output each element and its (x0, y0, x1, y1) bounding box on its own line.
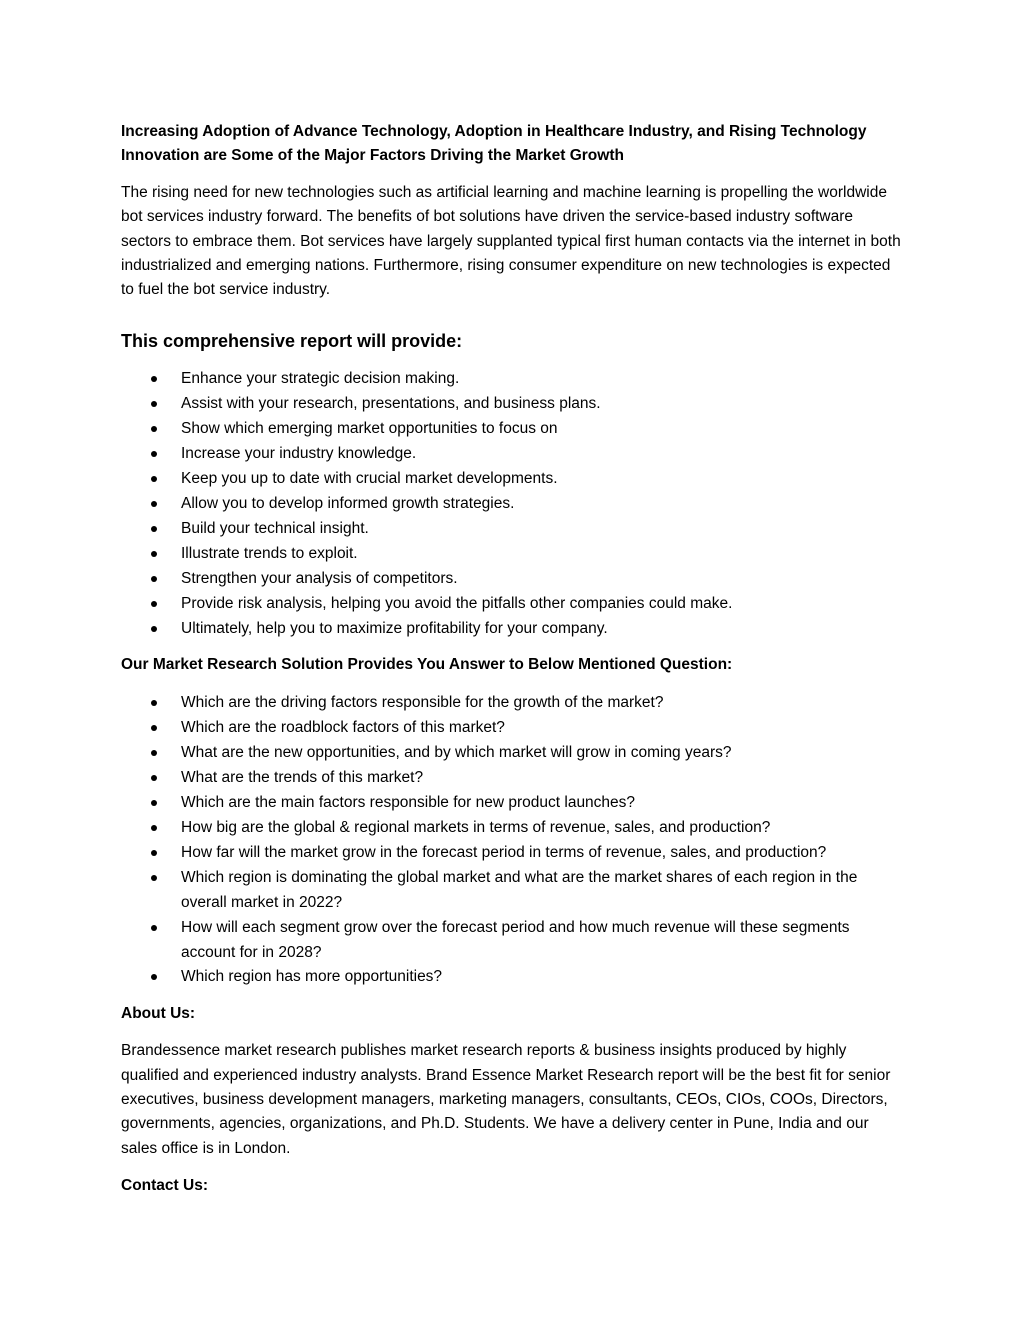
bullet-icon (151, 800, 157, 806)
list-item-text: Which are the driving factors responsible for the growth of the market? (181, 694, 664, 712)
list-item (121, 367, 901, 392)
list-item (121, 791, 901, 816)
list-item (121, 691, 901, 716)
list-item (121, 467, 901, 492)
list-item (121, 816, 901, 841)
bullet-icon (151, 476, 157, 482)
list-item (121, 567, 901, 592)
list-item-text: How big are the global & regional markets in terms of revenue, sales, and production? (181, 818, 771, 836)
list-item (121, 442, 901, 467)
questions-title: Our Market Research Solution Provides You Answer to Below Mentioned Question: (121, 656, 733, 674)
list-item-text: How far will the market grow in the forecast period in terms of revenue, sales, and production? (181, 843, 827, 861)
list-item-text: Which are the roadblock factors of this market? (181, 719, 505, 737)
bullet-icon (151, 850, 157, 856)
list-item (121, 392, 901, 417)
bullet-icon (151, 925, 157, 931)
list-item (121, 916, 901, 966)
report-title: This comprehensive report will provide: (121, 331, 463, 352)
list-item (121, 841, 901, 866)
about-title: About Us: (121, 1005, 196, 1023)
about-paragraph: Brandessence market research publishes market research reports & business insights produced by highly qualified and experienced industry analysts. Brand Essence Market Research report will be the best fit for senior executives, business development managers, marketing managers, consultants, CEOs, CIOs, COOs, Directors, governments, agencies, organizations, and Ph.D. Students. We have a delivery center in Pune, India and our sales office is in London. (121, 1042, 891, 1157)
list-item (121, 542, 901, 567)
bullet-icon (151, 451, 157, 457)
bullet-icon (151, 601, 157, 607)
bullet-icon (151, 626, 157, 632)
document-page (121, 120, 901, 1198)
list-item (121, 716, 901, 741)
list-item (121, 866, 901, 916)
list-item (121, 741, 901, 766)
list-item (121, 592, 901, 617)
list-item-text: Strengthen your analysis of competitors. (181, 569, 458, 587)
bullet-icon (151, 750, 157, 756)
intro-paragraph: The rising need for new technologies such as artificial learning and machine learning is propelling the worldwide bot services industry forward. The benefits of bot solutions have driven the service-based industry software sectors to embrace them. Bot services have largely supplanted typical first human contacts via the internet in both industrialized and emerging nations. Furthermore, rising consumer expenditure on new technologies is expected to fuel the bot service industry. (121, 184, 901, 299)
bullet-icon (151, 526, 157, 532)
bullet-icon (151, 376, 157, 382)
section-heading: Increasing Adoption of Advance Technology, Adoption in Healthcare Industry, and Rising Technology Innovation are Some of the Major Factors Driving the Market Growth (121, 123, 867, 164)
list-item (121, 517, 901, 542)
list-item (121, 492, 901, 517)
list-item-text: Illustrate trends to exploit. (181, 544, 358, 562)
list-item (121, 766, 901, 791)
bullet-icon (151, 725, 157, 731)
list-item-text: Increase your industry knowledge. (181, 445, 417, 463)
list-item-text: What are the trends of this market? (181, 769, 424, 787)
bullet-icon (151, 775, 157, 781)
bullet-icon (151, 825, 157, 831)
questions-list (121, 691, 901, 990)
list-item-text: Ultimately, help you to maximize profitability for your company. (181, 619, 608, 637)
list-item-text: Which region has more opportunities? (181, 968, 443, 986)
report-benefits-list (121, 367, 901, 641)
list-item-text: Keep you up to date with crucial market developments. (181, 470, 558, 488)
list-item-text: Provide risk analysis, helping you avoid the pitfalls other companies could make. (181, 594, 733, 612)
list-item-text: What are the new opportunities, and by which market will grow in coming years? (181, 744, 732, 762)
list-item-text: Allow you to develop informed growth strategies. (181, 495, 515, 513)
bullet-icon (151, 501, 157, 507)
bullet-icon (151, 426, 157, 432)
list-item (121, 617, 901, 642)
list-item-text: Assist with your research, presentations, and business plans. (181, 395, 601, 413)
bullet-icon (151, 401, 157, 407)
list-item-text: Build your technical insight. (181, 519, 369, 537)
list-item-text: Which are the main factors responsible for new product launches? (181, 794, 636, 812)
list-item (121, 417, 901, 442)
bullet-icon (151, 875, 157, 881)
bullet-icon (151, 700, 157, 706)
list-item-text: How will each segment grow over the forecast period and how much revenue will these segments account for in 2028? (181, 918, 850, 961)
contact-title: Contact Us: (121, 1176, 208, 1194)
bullet-icon (151, 576, 157, 582)
list-item-text: Enhance your strategic decision making. (181, 370, 460, 388)
list-item-text: Which region is dominating the global market and what are the market shares of each region in the overall market in 2022? (181, 868, 871, 911)
bullet-icon (151, 974, 157, 980)
list-item-text: Show which emerging market opportunities to focus on (181, 420, 558, 438)
bullet-icon (151, 551, 157, 557)
list-item (121, 965, 901, 990)
